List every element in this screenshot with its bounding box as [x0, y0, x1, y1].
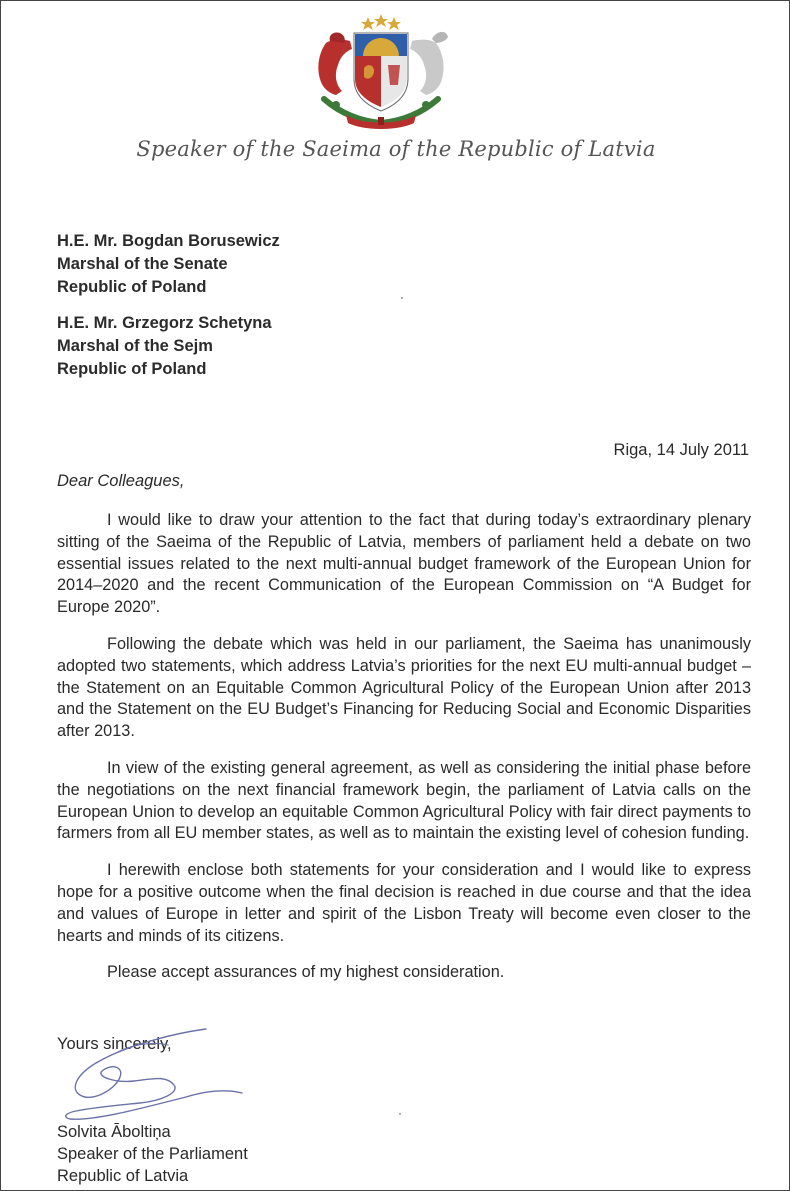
signature-block: [57, 1121, 248, 1187]
body-paragraph-5: Please accept assurances of my highest consideration.: [107, 963, 505, 982]
paper-speck: [401, 297, 403, 299]
recipient-2-title: Marshal of the Sejm: [57, 337, 213, 355]
recipient-2-country: Republic of Poland: [57, 360, 207, 378]
body-paragraph-4: I herewith enclose both statements for your consideration and I would like to express hope for a positive outcome when the final decision is reached in due course and that the idea and values of Europe in letter and spirit of the Lisbon Treaty will become even closer to the hearts and minds of its citizens.: [57, 861, 751, 945]
letter-date: Riga, 14 July 2011: [613, 441, 749, 459]
closing: Yours sincerely,: [57, 1035, 172, 1053]
body-paragraph-2: Following the debate which was held in our parliament, the Saeima has unanimously adopted two statements, which address Latvia’s priorities for the next EU multi-annual budget – the Statement on an Equitable Common Agricultural Policy of the European Union after 2013 and the Statement on the EU Budget’s Financing for Reducing Social and Economic Disparities after 2013.: [57, 634, 751, 741]
handwritten-signature-icon: [56, 1023, 246, 1133]
signatory-country: Republic of Latvia: [57, 1167, 189, 1185]
salutation: Dear Colleagues,: [57, 472, 185, 490]
signatory-title: Speaker of the Parliament: [57, 1145, 248, 1163]
body-paragraph-1: I would like to draw your attention to the fact that during today’s extraordinary plenary sitting of the Saeima of the Republic of Latvia, members of parliament held a debate on two essential issues related to the next multi-annual budget framework of the European Union for 2014–2020 and the recent Communication of the European Commission on “A Budget for Europe 2020”.: [57, 511, 751, 617]
recipient-2-name: H.E. Mr. Grzegorz Schetyna: [57, 314, 272, 332]
body-paragraph-3: In view of the existing general agreement, as well as considering the initial phase before the negotiations on the next financial framework begin, the parliament of Latvia calls on the European Union to develop an equitable Common Agricultural Policy with fair direct payments to farmers from all EU member states, as well as to maintain the existing level of cohesion funding.: [57, 758, 751, 843]
letterhead-title: Speaker of the Saeima of the Republic of Latvia: [136, 137, 656, 161]
coat-of-arms-icon: [306, 13, 456, 131]
recipient-1-country: Republic of Poland: [57, 278, 207, 296]
recipient-1-name: H.E. Mr. Bogdan Borusewicz: [57, 232, 280, 250]
letter-body: [57, 510, 751, 999]
paper-speck: [399, 1113, 401, 1115]
recipient-1-title: Marshal of the Senate: [57, 255, 228, 273]
recipient-block-2: [57, 312, 272, 381]
recipient-block-1: [57, 230, 280, 299]
signatory-name: Solvita Āboltiņa: [57, 1123, 171, 1141]
